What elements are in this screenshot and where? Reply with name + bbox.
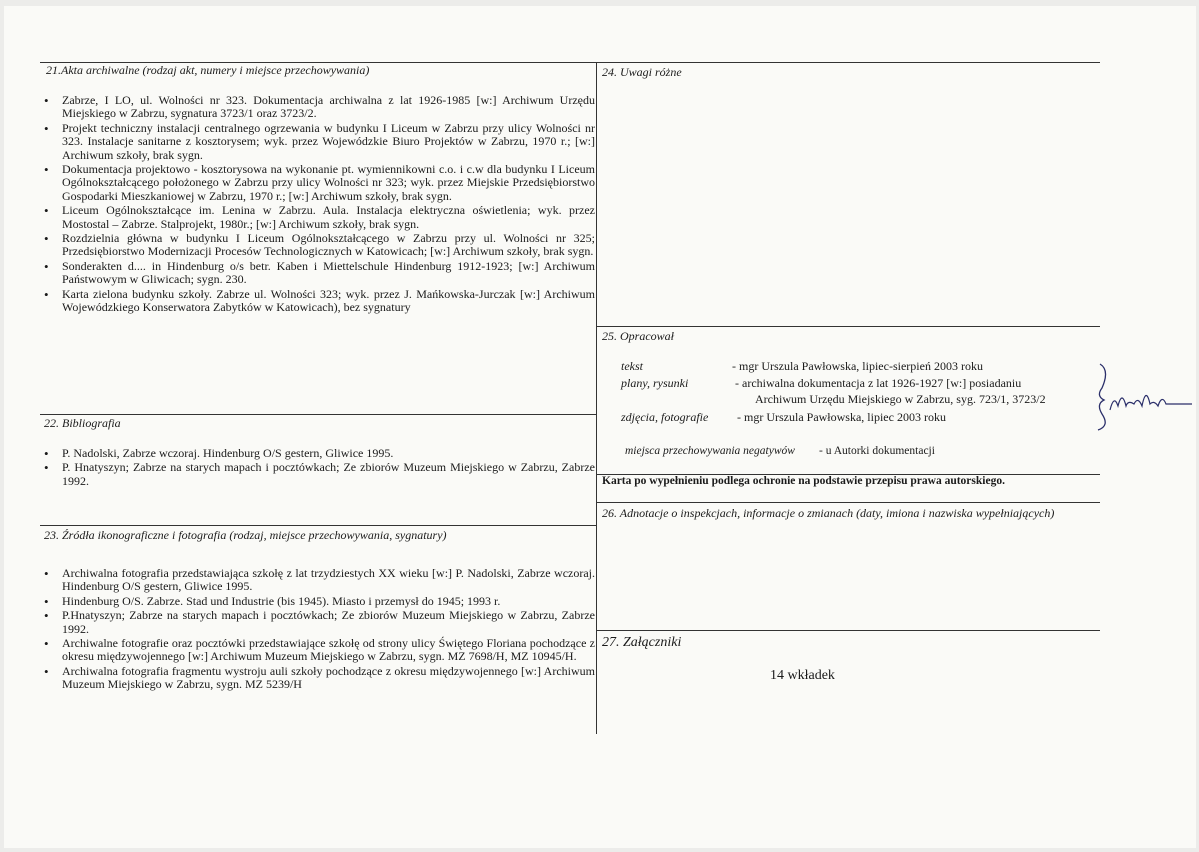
rule-22 — [40, 414, 596, 415]
signature-brace — [1084, 360, 1194, 432]
copyright-note: Karta po wypełnieniu podlega ochronie na podstawie przepisu prawa autorskiego. — [602, 475, 1005, 487]
author-text-label: tekst — [621, 359, 643, 373]
list-item: • Karta zielona budynku szkoły. Zabrze ul. Wolności 323; wyk. przez J. Mańkowska-Jurczak [w:] Archiwum Wojewódzkiego Konserwatora Zabytków w Katowicach), bez sygnatury — [40, 288, 595, 315]
list-item: • P. Nadolski, Zabrze wczoraj. Hindenburg O/S gestern, Gliwice 1995. — [40, 447, 595, 460]
author-text-value: - mgr Urszula Pawłowska, lipiec-sierpień 2003 roku — [732, 359, 983, 373]
rule-27 — [596, 630, 1100, 631]
section-26-header: 26. Adnotacje o inspekcjach, informacje o zmianach (daty, imiona i nazwiska wypełniających) — [602, 506, 1055, 520]
list-item: • Archiwalna fotografia przedstawiająca szkołę z lat trzydziestych XX wieku [w:] P. Nadolski, Zabrze wczoraj. Hindenburg O/S gestern, Gliwice 1995. — [40, 567, 595, 594]
section-23-list — [40, 567, 595, 693]
list-item: • Dokumentacja projektowo - kosztorysowa na wykonanie pt. wymiennikowni c.o. i c.w dla budynku I Liceum Ogólnokształcącego położonego w Zabrzu przy ulicy Wolności nr 323; wyk. przez Miejskie Przedsiębiorstwo Gospodarki Mieszkaniowej w Zabrzu, 1970 r.; [w:] Archiwum szkoły, brak sygn. — [40, 163, 595, 203]
section-27-header: 27. Załączniki — [602, 635, 682, 650]
list-item: • Zabrze, I LO, ul. Wolności nr 323. Dokumentacja archiwalna z lat 1926-1985 [w:] Archiwum Urzędu Miejskiego w Zabrzu, sygnatura 3723/1 oraz 3723/2. — [40, 94, 595, 121]
list-item: • Hindenburg O/S. Zabrze. Stad und Industrie (bis 1945). Miasto i przemysł do 1945; 1993 r. — [40, 595, 595, 608]
document-sheet — [4, 6, 1196, 848]
list-item: • P.Hnatyszyn; Zabrze na starych mapach i pocztówkach; Ze zbiorów Muzeum Miejskiego w Zabrzu, Zabrze 1992. — [40, 609, 595, 636]
rule-23 — [40, 525, 596, 526]
section-21-header: 21.Akta archiwalne (rodzaj akt, numery i miejsce przechowywania) — [46, 63, 370, 77]
rule-26 — [596, 502, 1100, 503]
section-25-header: 25. Opracował — [602, 329, 674, 343]
list-item: • P. Hnatyszyn; Zabrze na starych mapach i pocztówkach; Ze zbiorów Muzeum Miejskiego w Zabrzu, Zabrze 1992. — [40, 461, 595, 488]
author-plans-label: plany, rysunki — [621, 376, 689, 390]
negatives-value: - u Autorki dokumentacji — [819, 445, 935, 457]
section-22-list — [40, 447, 595, 489]
negatives-label: miejsca przechowywania negatywów — [625, 445, 795, 457]
author-photos-label: zdjęcia, fotografie — [621, 410, 709, 424]
rule-25 — [596, 326, 1100, 327]
list-item: • Sonderakten d.... in Hindenburg o/s betr. Kaben i Miettelschule Hindenburg 1912-1923; [w:] Archiwum Państwowym w Gliwicach; sygn. 230. — [40, 260, 595, 287]
list-item: • Archiwalna fotografia fragmentu wystroju auli szkoły pochodzące z okresu międzywojennego [w:] Archiwum Muzeum Miejskiego w Zabrzu, sygn. MZ 5239/H — [40, 665, 595, 692]
section-24-header: 24. Uwagi różne — [602, 65, 682, 79]
section-21-list — [40, 94, 595, 316]
list-item: • Liceum Ogólnokształcące im. Lenina w Zabrzu. Aula. Instalacja elektryczna oświetlenia; wyk. przez Mostostal – Zabrze. Stalprojekt, 1980r.; [w:] Archiwum szkoły, brak sygn. — [40, 204, 595, 231]
list-item: • Archiwalne fotografie oraz pocztówki przedstawiające szkołę od strony ulicy Świętego Floriana pochodzące z okresu międzywojennego [w:] Archiwum Muzeum Miejskiego w Zabrzu, sygn. MZ 7698/H, MZ 10945/H. — [40, 637, 595, 664]
attachments-count: 14 wkładek — [770, 668, 835, 683]
list-item: • Rozdzielnia główna w budynku I Liceum Ogólnokształcącego w Zabrzu przy ul. Wolności nr 325; Przedsiębiorstwo Modernizacji Procesów Technologicznych w Katowicach; [w:] Archiwum szkoły, brak sygn. — [40, 232, 595, 259]
author-photos-value: - mgr Urszula Pawłowska, lipiec 2003 roku — [737, 410, 946, 424]
list-item: • Projekt techniczny instalacji centralnego ogrzewania w budynku I Liceum w Zabrzu przy ulicy Wolności nr 323. Instalacje sanitarne z kosztorysem; wyk. przez Wojewódzkie Biuro Projektów w Zabrzu, 1970 r.; [w:] Archiwum szkoły, brak sygn. — [40, 122, 595, 162]
author-plans-value-line2: Archiwum Urzędu Miejskiego w Zabrzu, syg. 723/1, 3723/2 — [755, 392, 1046, 406]
section-23-header: 23. Źródła ikonograficzne i fotografia (rodzaj, miejsce przechowywania, sygnatury) — [44, 528, 447, 542]
column-divider — [596, 62, 597, 734]
section-22-header: 22. Bibliografia — [44, 416, 121, 430]
author-plans-value: - archiwalna dokumentacja z lat 1926-1927 [w:] posiadaniu — [735, 376, 1022, 390]
